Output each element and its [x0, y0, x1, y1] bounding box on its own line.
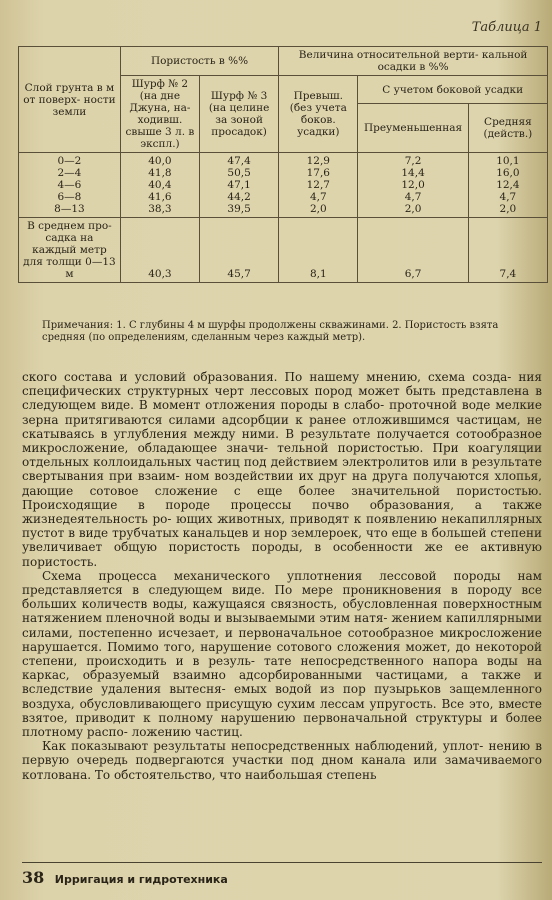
table-cell: 10,1 [496, 155, 520, 167]
table-cell: 50,5 [227, 167, 251, 179]
table-cell: 0—2 [57, 155, 82, 167]
reduced-column [358, 153, 468, 218]
average-column [468, 153, 547, 218]
table-cell: 8—13 [54, 203, 85, 215]
table-cell: 47,1 [227, 179, 251, 191]
table-caption: Таблица 1 [471, 20, 542, 35]
table-cell: 12,7 [306, 179, 330, 191]
table-cell: 2—4 [57, 167, 82, 179]
average-exceeded: 8,1 [279, 218, 358, 283]
table-cell: 41,8 [148, 167, 172, 179]
table-cell: 4,7 [499, 191, 517, 203]
header-porosity: Пористость в %% [120, 47, 278, 76]
table-cell: 12,0 [401, 179, 425, 191]
shaft3-column [200, 153, 279, 218]
table-cell: 44,2 [227, 191, 251, 203]
journal-title: Ирригация и гидротехника [54, 873, 228, 886]
header-layer: Слой грунта в м от поверх- ности земли [19, 47, 121, 153]
exceeded-column [279, 153, 358, 218]
header-settlement: Величина относительной верти- кальной осадки в %% [279, 47, 548, 76]
table-cell: 41,6 [148, 191, 172, 203]
shaft2-column [120, 153, 199, 218]
table-cell: 2,0 [404, 203, 422, 215]
table-cell: 2,0 [499, 203, 517, 215]
average-row-label: В среднем про- садка на каждый метр для толщи 0—13 м [19, 218, 121, 283]
table-cell: 16,0 [496, 167, 520, 179]
table-cell: 7,2 [404, 155, 422, 167]
table-cell: 4,7 [309, 191, 327, 203]
table-cell: 17,6 [306, 167, 330, 179]
layers-column [19, 153, 121, 218]
average-shaft2: 40,3 [120, 218, 199, 283]
table-notes: Примечания: 1. С глубины 4 м шурфы продолжены скважинами. 2. Пористость взята средняя (по определениям, сделанным через каждый метр). [42, 320, 499, 343]
page-number: 38 [22, 868, 45, 887]
average-shaft3: 45,7 [200, 218, 279, 283]
table-cell: 40,0 [148, 155, 172, 167]
table-cell: 12,4 [496, 179, 520, 191]
header-average: Средняя (действ.) [468, 104, 547, 153]
table-cell: 6—8 [57, 191, 82, 203]
body-text [22, 370, 542, 782]
header-exceeded: Превыш. (без учета боков. усадки) [279, 76, 358, 153]
paragraph: Как показывают результаты непосредственных наблюдений, уплот- нению в первую очередь подвергаются участки под дном канала или замачиваемого котлована. То обстоятельство, что наибольшая степень [22, 739, 542, 782]
table-cell: 40,4 [148, 179, 172, 191]
footer-rule [22, 862, 542, 863]
table-cell: 4,7 [404, 191, 422, 203]
data-table [18, 46, 548, 283]
header-reduced: Преуменьшенная [358, 104, 468, 153]
paragraph: Схема процесса механического уплотнения лессовой породы нам представляется в следующем виде. По мере проникновения в породу все больших количеств воды, кажущаяся связность, обусловленная поверхностным натяжением пленочной воды и вызываемыми этим натя- жением капиллярными силами, постепенно исчезает, и первоначальное сотообразное микросложение нарушается. Помимо того, нарушение сотового сложения может, до некоторой степени, происходить и в резуль- тате непосредственного напора воды на каркас, образуемый взаимно адсорбированными частицами, а также и вследствие удаления вытесня- емых водой из пор пузырьков защемленного воздуха, обусловливающего присущую сухим лессам упругость. Все это, вместе взятое, приводит к полному нарушению первоначальной структуры и более плотному распо- ложению частиц. [22, 568, 542, 740]
table-cell: 47,4 [227, 155, 251, 167]
header-shaft-3: Шурф № 3 (на целине за зоной просадок) [200, 76, 279, 153]
table-cell: 12,9 [306, 155, 330, 167]
table-cell: 38,3 [148, 203, 172, 215]
paragraph: ского состава и условий образования. По нашему мнению, схема созда- ния специфических структурных черт лессовых пород может быть представлена в следующем виде. В момент отложения породы в слабо- проточной воде мелкие зерна притягиваются силами адсорбции к ранее отложившимся частицам, не скатываясь в углубления между ними. В результате получается сотообразное микросложение, обладающее значи- тельной пористостью. При коагуляции отдельных коллоидальных частиц под действием электролитов или в результате свертывания при взаим- ном воздействии их друг на друга получаются хлопья, дающие сотовое сложение с еще более значительной пористостью. Происходящие в породе процессы почво образования, а также жизнедеятельность ро- ющих животных, приводят к появлению некапиллярных пустот в виде трубчатых канальцев и нор землероек, что еще в большей степени увеличивает общую пористость породы, в особенности же ее активную пористость. [22, 370, 542, 569]
table-cell: 4—6 [57, 179, 82, 191]
average-reduced: 6,7 [358, 218, 468, 283]
average-average: 7,4 [468, 218, 547, 283]
table-cell: 39,5 [227, 203, 251, 215]
footer [22, 868, 542, 887]
header-shaft-2: Шурф № 2 (на дне Джуна, на- ходивш. свыше 3 л. в экспл.) [120, 76, 199, 153]
table-cell: 14,4 [401, 167, 425, 179]
header-lateral: С учетом боковой усадки [358, 76, 548, 104]
table-cell: 2,0 [309, 203, 327, 215]
